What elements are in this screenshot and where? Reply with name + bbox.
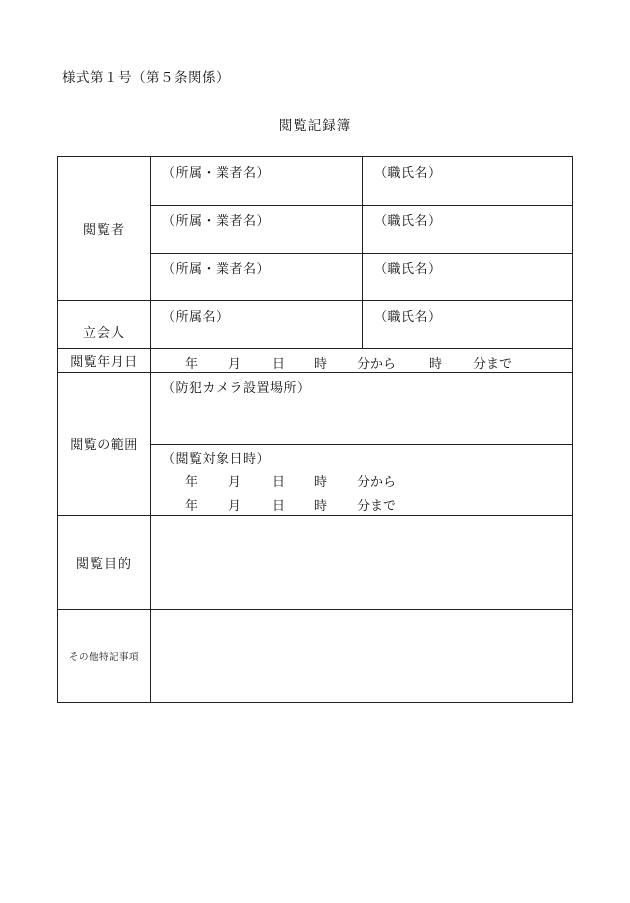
view-day: 日 <box>272 357 286 372</box>
witness-label: 立会人 <box>82 325 125 341</box>
target-to-year: 年 <box>185 499 199 514</box>
document-title: 閲覧記録簿 <box>278 118 352 134</box>
target-from-year: 年 <box>185 475 199 490</box>
view-hour-2: 時 <box>429 357 443 372</box>
viewer-row-divider-2 <box>150 253 573 254</box>
viewer-position-2: （職氏名） <box>374 214 442 229</box>
purpose-label: 閲覧目的 <box>75 556 132 572</box>
camera-location-caption: （防犯カメラ設置場所） <box>162 381 311 396</box>
viewer-label: 閲覧者 <box>82 223 125 238</box>
target-datetime-caption: （閲覧対象日時） <box>162 452 271 467</box>
target-to-month: 月 <box>228 499 242 514</box>
view-year: 年 <box>185 357 199 372</box>
target-to-day: 日 <box>272 499 286 514</box>
view-minute-to: 分まで <box>473 357 513 372</box>
target-from-hour: 時 <box>314 475 328 490</box>
target-from-row <box>58 471 573 490</box>
view-minute-from: 分から <box>357 357 397 372</box>
other-remarks-label: その他特記事項 <box>68 651 139 663</box>
other-remarks-field[interactable] <box>151 610 573 702</box>
view-datetime-row <box>58 353 573 372</box>
scope-inner-divider <box>150 444 573 445</box>
purpose-field[interactable] <box>151 516 573 609</box>
viewer-affiliation-3: （所属・業者名） <box>162 262 271 277</box>
viewer-position-1: （職氏名） <box>374 166 442 181</box>
viewer-row-divider-1 <box>150 205 573 206</box>
witness-affiliation: （所属名） <box>162 310 230 325</box>
form-number: 様式第１号（第５条関係） <box>62 70 230 86</box>
scope-label: 閲覧の範囲 <box>70 438 138 453</box>
witness-position: （職氏名） <box>374 310 442 325</box>
target-to-minute: 分まで <box>357 499 397 514</box>
view-month: 月 <box>228 357 242 372</box>
target-from-month: 月 <box>228 475 242 490</box>
target-to-hour: 時 <box>314 499 328 514</box>
target-from-day: 日 <box>272 475 286 490</box>
viewer-affiliation-1: （所属・業者名） <box>162 166 271 181</box>
view-hour: 時 <box>314 357 328 372</box>
target-from-minute: 分から <box>357 475 397 490</box>
viewer-position-3: （職氏名） <box>374 262 442 277</box>
view-datetime-label: 閲覧年月日 <box>70 354 138 370</box>
viewer-affiliation-2: （所属・業者名） <box>162 214 271 229</box>
record-table <box>57 156 573 703</box>
target-to-row <box>58 495 573 514</box>
